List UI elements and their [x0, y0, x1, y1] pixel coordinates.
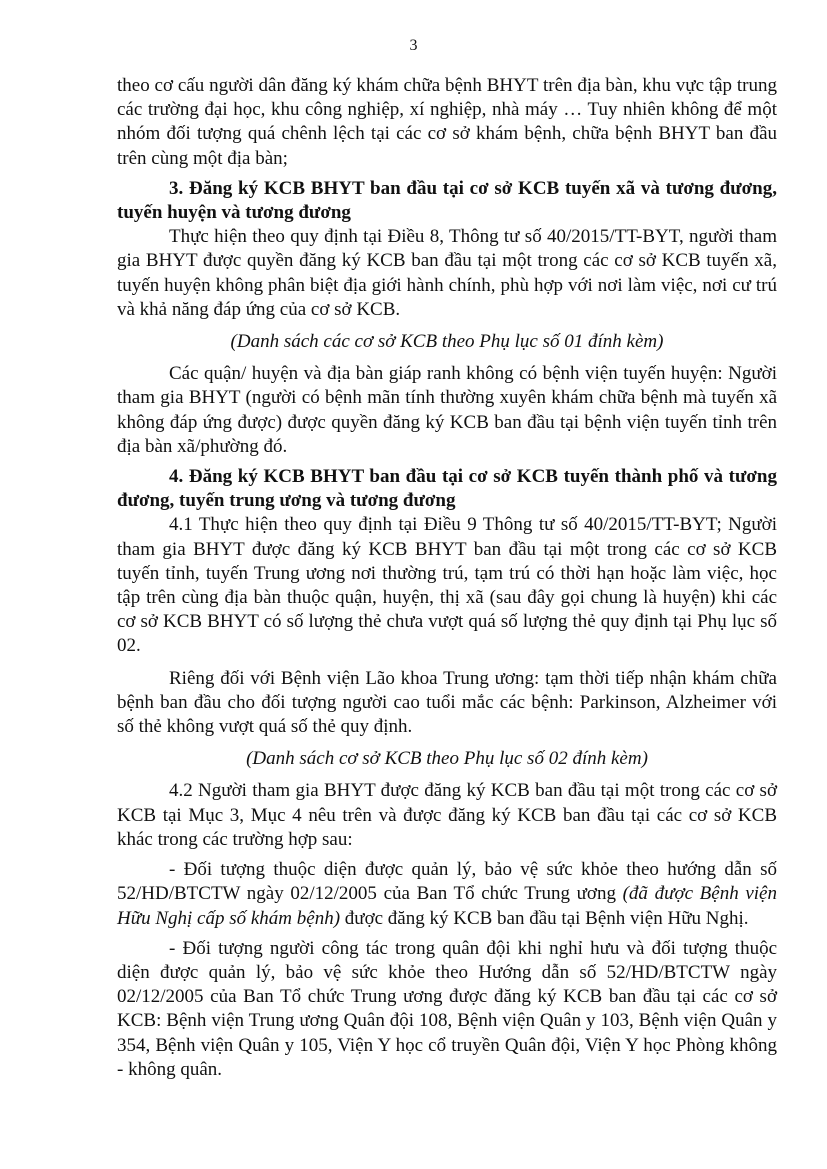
document-body	[117, 74, 777, 1082]
section-heading-3: 3. Đăng ký KCB BHYT ban đầu tại cơ sở KCB tuyến xã và tương đương, tuyến huyện và tương đương	[117, 177, 777, 224]
paragraph-border-districts: Các quận/ huyện và địa bàn giáp ranh không có bệnh viện tuyến huyện: Người tham gia BHYT (người có bệnh mãn tính thường xuyên khám chữa bệnh mà tuyến xã không đáp ứng được) được quyền đăng ký KCB ban đầu tại bệnh viện tuyến tỉnh trên địa bàn xã/phường đó.	[117, 363, 777, 457]
bullet-huu-nghi-italic: (đã được Bệnh viện Hữu Nghị cấp số khám bệnh)	[117, 883, 777, 929]
bullet-huu-nghi-end: được đăng ký KCB ban đầu tại Bệnh viện Hữu Nghị.	[340, 907, 749, 929]
page-number: 3	[409, 37, 418, 54]
paragraph-4-2: 4.2 Người tham gia BHYT được đăng ký KCB ban đầu tại một trong các cơ sở KCB tại Mục 3, Mục 4 nêu trên và được đăng ký KCB ban đầu tại các cơ sở KCB khác trong các trường hợp sau:	[117, 780, 777, 850]
paragraph-geriatric-hospital: Riêng đối với Bệnh viện Lão khoa Trung ương: tạm thời tiếp nhận khám chữa bệnh ban đầu cho đối tượng người cao tuổi mắc các bệnh: Parkinson, Alzheimer với số thẻ không vượt quá số thẻ quy định.	[117, 667, 777, 738]
annex-note-1: (Danh sách các cơ sở KCB theo Phụ lục số 01 đính kèm)	[230, 331, 664, 353]
bullet-huu-nghi-start: - Đối tượng thuộc diện được quản lý, bảo vệ sức khỏe theo hướng dẫn số 52/HD/BTCTW ngày 02/12/2005 của Ban Tổ chức Trung ương	[117, 859, 777, 905]
annex-note-2: (Danh sách cơ sở KCB theo Phụ lục số 02 đính kèm)	[246, 748, 648, 770]
bullet-huu-nghi	[117, 858, 777, 931]
paragraph-4-1: 4.1 Thực hiện theo quy định tại Điều 9 Thông tư số 40/2015/TT-BYT; Người tham gia BHYT được đăng ký KCB BHYT ban đầu tại một trong các cơ sở KCB tuyến tỉnh, tuyến Trung ương nơi thường trú, tạm trú có thời hạn hoặc làm việc, học tập trên cùng địa bàn thuộc quận, huyện, thị xã (sau đây gọi chung là huyện) khi các cơ sở KCB BHYT có số lượng thẻ chưa vượt quá số lượng thẻ quy định tại Phụ lục số 02.	[117, 514, 777, 657]
bullet-military: - Đối tượng người công tác trong quân đội khi nghỉ hưu và đối tượng thuộc diện được quản lý, bảo vệ sức khỏe theo Hướng dẫn số 52/HD/BTCTW ngày 02/12/2005 của Ban Tổ chức Trung ương được đăng ký KCB ban đầu tại các cơ sở KCB: Bệnh viện Trung ương Quân đội 108, Bệnh viện Quân y 103, Bệnh viện Quân y 354, Bệnh viện Quân y 105, Viện Y học cổ truyền Quân đội, Viện Y học Phòng không - không quân.	[117, 937, 777, 1080]
paragraph-section-3: Thực hiện theo quy định tại Điều 8, Thông tư số 40/2015/TT-BYT, người tham gia BHYT được quyền đăng ký KCB ban đầu tại một trong các cơ sở KCB tuyến xã, tuyến huyện không phân biệt địa giới hành chính, phù hợp với nơi làm việc, nơi cư trú và khả năng đáp ứng của cơ sở KCB.	[117, 226, 777, 320]
section-heading-4: 4. Đăng ký KCB BHYT ban đầu tại cơ sở KCB tuyến thành phố và tương đương, tuyến trung ương và tương đương	[117, 466, 777, 512]
paragraph-continuation: theo cơ cấu người dân đăng ký khám chữa bệnh BHYT trên địa bàn, khu vực tập trung các trường đại học, khu công nghiệp, xí nghiệp, nhà máy … Tuy nhiên không để một nhóm đối tượng quá chênh lệch tại các cơ sở khám bệnh, chữa bệnh BHYT ban đầu trên cùng một địa bàn;	[117, 75, 777, 169]
